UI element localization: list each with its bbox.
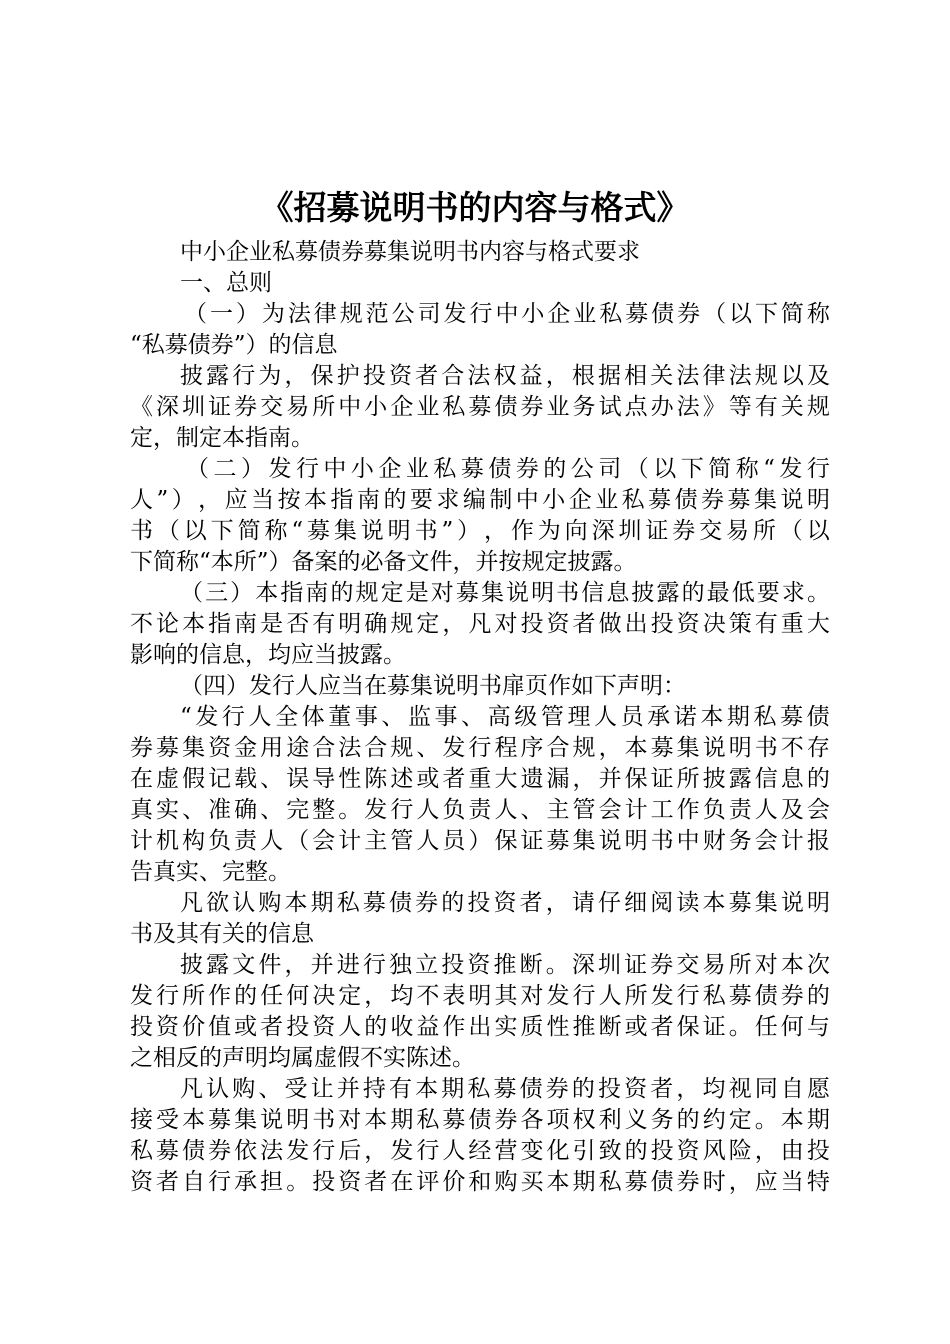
paragraph-line: 在 虚 假 记 载 、 误 导 性 陈 述 或 者 重 大 遗 漏 ， 并 保 证 所 披 露 信 息 的 — [130, 766, 830, 792]
paragraph-line: 告真实、完整。 — [130, 859, 291, 885]
paragraph-line: 《 深 圳 证 券 交 易 所 中 小 企 业 私 募 债 券 业 务 试 点 办 法 》 等 有 关 规 — [130, 394, 830, 420]
paragraph-line: 影响的信息，均应当披露。 — [130, 642, 406, 668]
paragraph-line: 书 （ 以 下 简 称 “ 募 集 说 明 书 ” ） ， 作 为 向 深 圳 证 券 交 易 所 （ 以 — [130, 518, 830, 544]
paragraph-line: 书及其有关的信息 — [130, 921, 314, 947]
paragraph-line: 券 募 集 资 金 用 途 合 法 合 规 、 发 行 程 序 合 规 ， 本 募 集 说 明 书 不 存 — [130, 735, 830, 761]
paragraph-line: （ 一 ） 为 法 律 规 范 公 司 发 行 中 小 企 业 私 募 债 券 （ 以 下 简 称 — [184, 301, 830, 327]
paragraph-line: 投 资 价 值 或 者 投 资 人 的 收 益 作 出 实 质 性 推 断 或 者 保 证 。 任 何 与 — [130, 1014, 830, 1040]
paragraph-line: （ 三 ） 本 指 南 的 规 定 是 对 募 集 说 明 书 信 息 披 露 的 最 低 要 求 。 — [180, 580, 830, 606]
document-title: 《招募说明书的内容与格式》 — [260, 188, 690, 227]
paragraph-line: 定，制定本指南。 — [130, 425, 314, 451]
paragraph-line: 凡 认 购 、 受 让 并 持 有 本 期 私 募 债 券 的 投 资 者 ， 均 视 同 自 愿 — [180, 1076, 830, 1102]
paragraph-line: （ 二 ） 发 行 中 小 企 业 私 募 债 券 的 公 司 （ 以 下 简 称 “ 发 行 — [186, 456, 830, 482]
paragraph-line: （四）发行人应当在募集说明书扉页作如下声明： — [180, 673, 686, 699]
paragraph-line: 不 论 本 指 南 是 否 有 明 确 规 定 ， 凡 对 投 资 者 做 出 投 资 决 策 有 重 大 — [130, 611, 830, 637]
paragraph-line: 发 行 所 作 的 任 何 决 定 ， 均 不 表 明 其 对 发 行 人 所 发 行 私 募 债 券 的 — [130, 983, 830, 1009]
paragraph-line: 凡 欲 认 购 本 期 私 募 债 券 的 投 资 者 ， 请 仔 细 阅 读 本 募 集 说 明 — [180, 890, 830, 916]
paragraph-line: 下简称“本所”）备案的必备文件，并按规定披露。 — [130, 549, 637, 575]
paragraph-line: 资 者 自 行 承 担 。 投 资 者 在 评 价 和 购 买 本 期 私 募 债 券 时 ， 应 当 特 — [130, 1169, 830, 1195]
paragraph-line: 接 受 本 募 集 说 明 书 对 本 期 私 募 债 券 各 项 权 利 义 务 的 约 定 。 本 期 — [130, 1107, 830, 1133]
paragraph-line: “私募债券”）的信息 — [130, 332, 338, 358]
paragraph-line: 人 ” ） ， 应 当 按 本 指 南 的 要 求 编 制 中 小 企 业 私 募 债 券 募 集 说 明 — [130, 487, 830, 513]
paragraph-line: 中小企业私募债券募集说明书内容与格式要求 — [180, 239, 640, 265]
paragraph-line: 披 露 行 为 ， 保 护 投 资 者 合 法 权 益 ， 根 据 相 关 法 律 法 规 以 及 — [180, 363, 830, 389]
paragraph-line: 披 露 文 件 ， 并 进 行 独 立 投 资 推 断 。 深 圳 证 券 交 易 所 对 本 次 — [180, 952, 830, 978]
paragraph-line: “ 发 行 人 全 体 董 事 、 监 事 、 高 级 管 理 人 员 承 诺 本 期 私 募 债 — [180, 704, 830, 730]
paragraph-line: 之相反的声明均属虚假不实陈述。 — [130, 1045, 475, 1071]
paragraph-line: 计 机 构 负 责 人 （ 会 计 主 管 人 员 ） 保 证 募 集 说 明 书 中 财 务 会 计 报 — [130, 828, 830, 854]
paragraph-line: 私 募 债 券 依 法 发 行 后 ， 发 行 人 经 营 变 化 引 致 的 投 资 风 险 ， 由 投 — [130, 1138, 830, 1164]
paragraph-line: 真 实 、 准 确 、 完 整 。 发 行 人 负 责 人 、 主 管 会 计 工 作 负 责 人 及 会 — [130, 797, 830, 823]
paragraph-line: 一、总则 — [180, 270, 272, 296]
